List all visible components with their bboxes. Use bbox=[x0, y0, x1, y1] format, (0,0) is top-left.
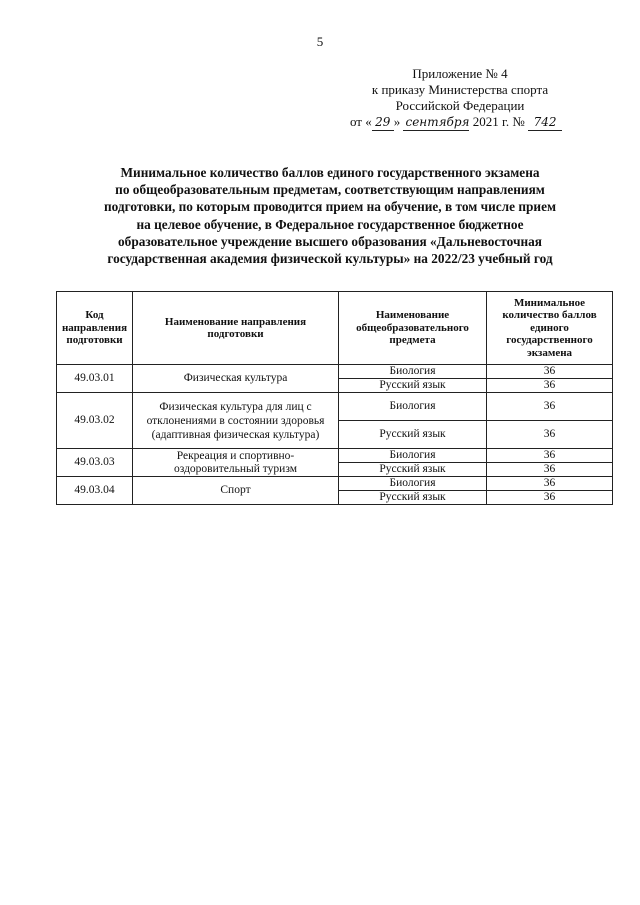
table-row bbox=[57, 393, 613, 421]
cell-subject: Биология bbox=[339, 365, 487, 379]
cell-subject: Биология bbox=[339, 477, 487, 491]
handwritten-order-number: 742 bbox=[528, 114, 562, 131]
scores-table bbox=[56, 291, 613, 505]
cell-code: 49.03.04 bbox=[57, 477, 133, 505]
cell-subject: Русский язык bbox=[339, 463, 487, 477]
cell-direction: Физическая культура для лиц с отклонениями в состоянии здоровья (адаптивная физическая культура) bbox=[133, 393, 339, 449]
cell-score: 36 bbox=[487, 393, 613, 421]
cell-score: 36 bbox=[487, 463, 613, 477]
cell-subject: Биология bbox=[339, 449, 487, 463]
cell-direction: Спорт bbox=[133, 477, 339, 505]
cell-score: 36 bbox=[487, 477, 613, 491]
cell-subject: Биология bbox=[339, 393, 487, 421]
cell-score: 36 bbox=[487, 379, 613, 393]
cell-subject: Русский язык bbox=[339, 379, 487, 393]
title-line-1: Минимальное количество баллов единого государственного экзамена bbox=[120, 165, 540, 180]
cell-score: 36 bbox=[487, 491, 613, 505]
year-text: 2021 г. № bbox=[472, 114, 525, 129]
header-min-score: Минимальное количество баллов единого государственного экзамена bbox=[487, 292, 613, 365]
appendix-title: Приложение № 4 bbox=[412, 66, 508, 81]
cell-score: 36 bbox=[487, 421, 613, 449]
header-direction: Наименование направления подготовки bbox=[133, 292, 339, 365]
title-line-3: подготовки, по которым проводится прием на обучение, в том числе прием bbox=[103, 199, 557, 215]
day-suffix: » bbox=[393, 114, 401, 129]
table-header-row bbox=[57, 292, 613, 365]
cell-direction: Физическая культура bbox=[133, 365, 339, 393]
cell-code: 49.03.01 bbox=[57, 365, 133, 393]
appendix-order-line: к приказу Министерства спорта bbox=[371, 82, 549, 97]
handwritten-day: 29 bbox=[372, 114, 394, 131]
title-line-2: по общеобразовательным предметам, соответствующим направлениям bbox=[115, 182, 545, 198]
cell-subject: Русский язык bbox=[339, 491, 487, 505]
appendix-date-line bbox=[326, 114, 586, 131]
header-subject: Наименование общеобразовательного предмета bbox=[339, 292, 487, 365]
header-code: Код направления подготовки bbox=[57, 292, 133, 365]
cell-direction: Рекреация и спортивно-оздоровительный туризм bbox=[133, 449, 339, 477]
cell-code: 49.03.02 bbox=[57, 393, 133, 449]
appendix-ministry-line: Российской Федерации bbox=[395, 98, 525, 113]
table-row bbox=[57, 449, 613, 463]
document-title bbox=[70, 164, 590, 267]
title-line-5: образовательное учреждение высшего образования «Дальневосточная bbox=[118, 233, 542, 249]
cell-score: 36 bbox=[487, 365, 613, 379]
title-line-4: на целевое обучение, в Федеральное государственное бюджетное bbox=[136, 216, 524, 232]
handwritten-month: сентября bbox=[405, 115, 470, 129]
cell-score: 36 bbox=[487, 449, 613, 463]
cell-subject: Русский язык bbox=[339, 421, 487, 449]
page-number: 5 bbox=[316, 34, 324, 49]
date-prefix: от « bbox=[349, 114, 372, 129]
scores-table-wrapper bbox=[56, 291, 612, 505]
appendix-header bbox=[330, 66, 590, 131]
title-line-6: государственная академия физической культуры» на 2022/23 учебный год bbox=[107, 251, 553, 267]
table-row bbox=[57, 365, 613, 379]
cell-code: 49.03.03 bbox=[57, 449, 133, 477]
table-row bbox=[57, 477, 613, 491]
